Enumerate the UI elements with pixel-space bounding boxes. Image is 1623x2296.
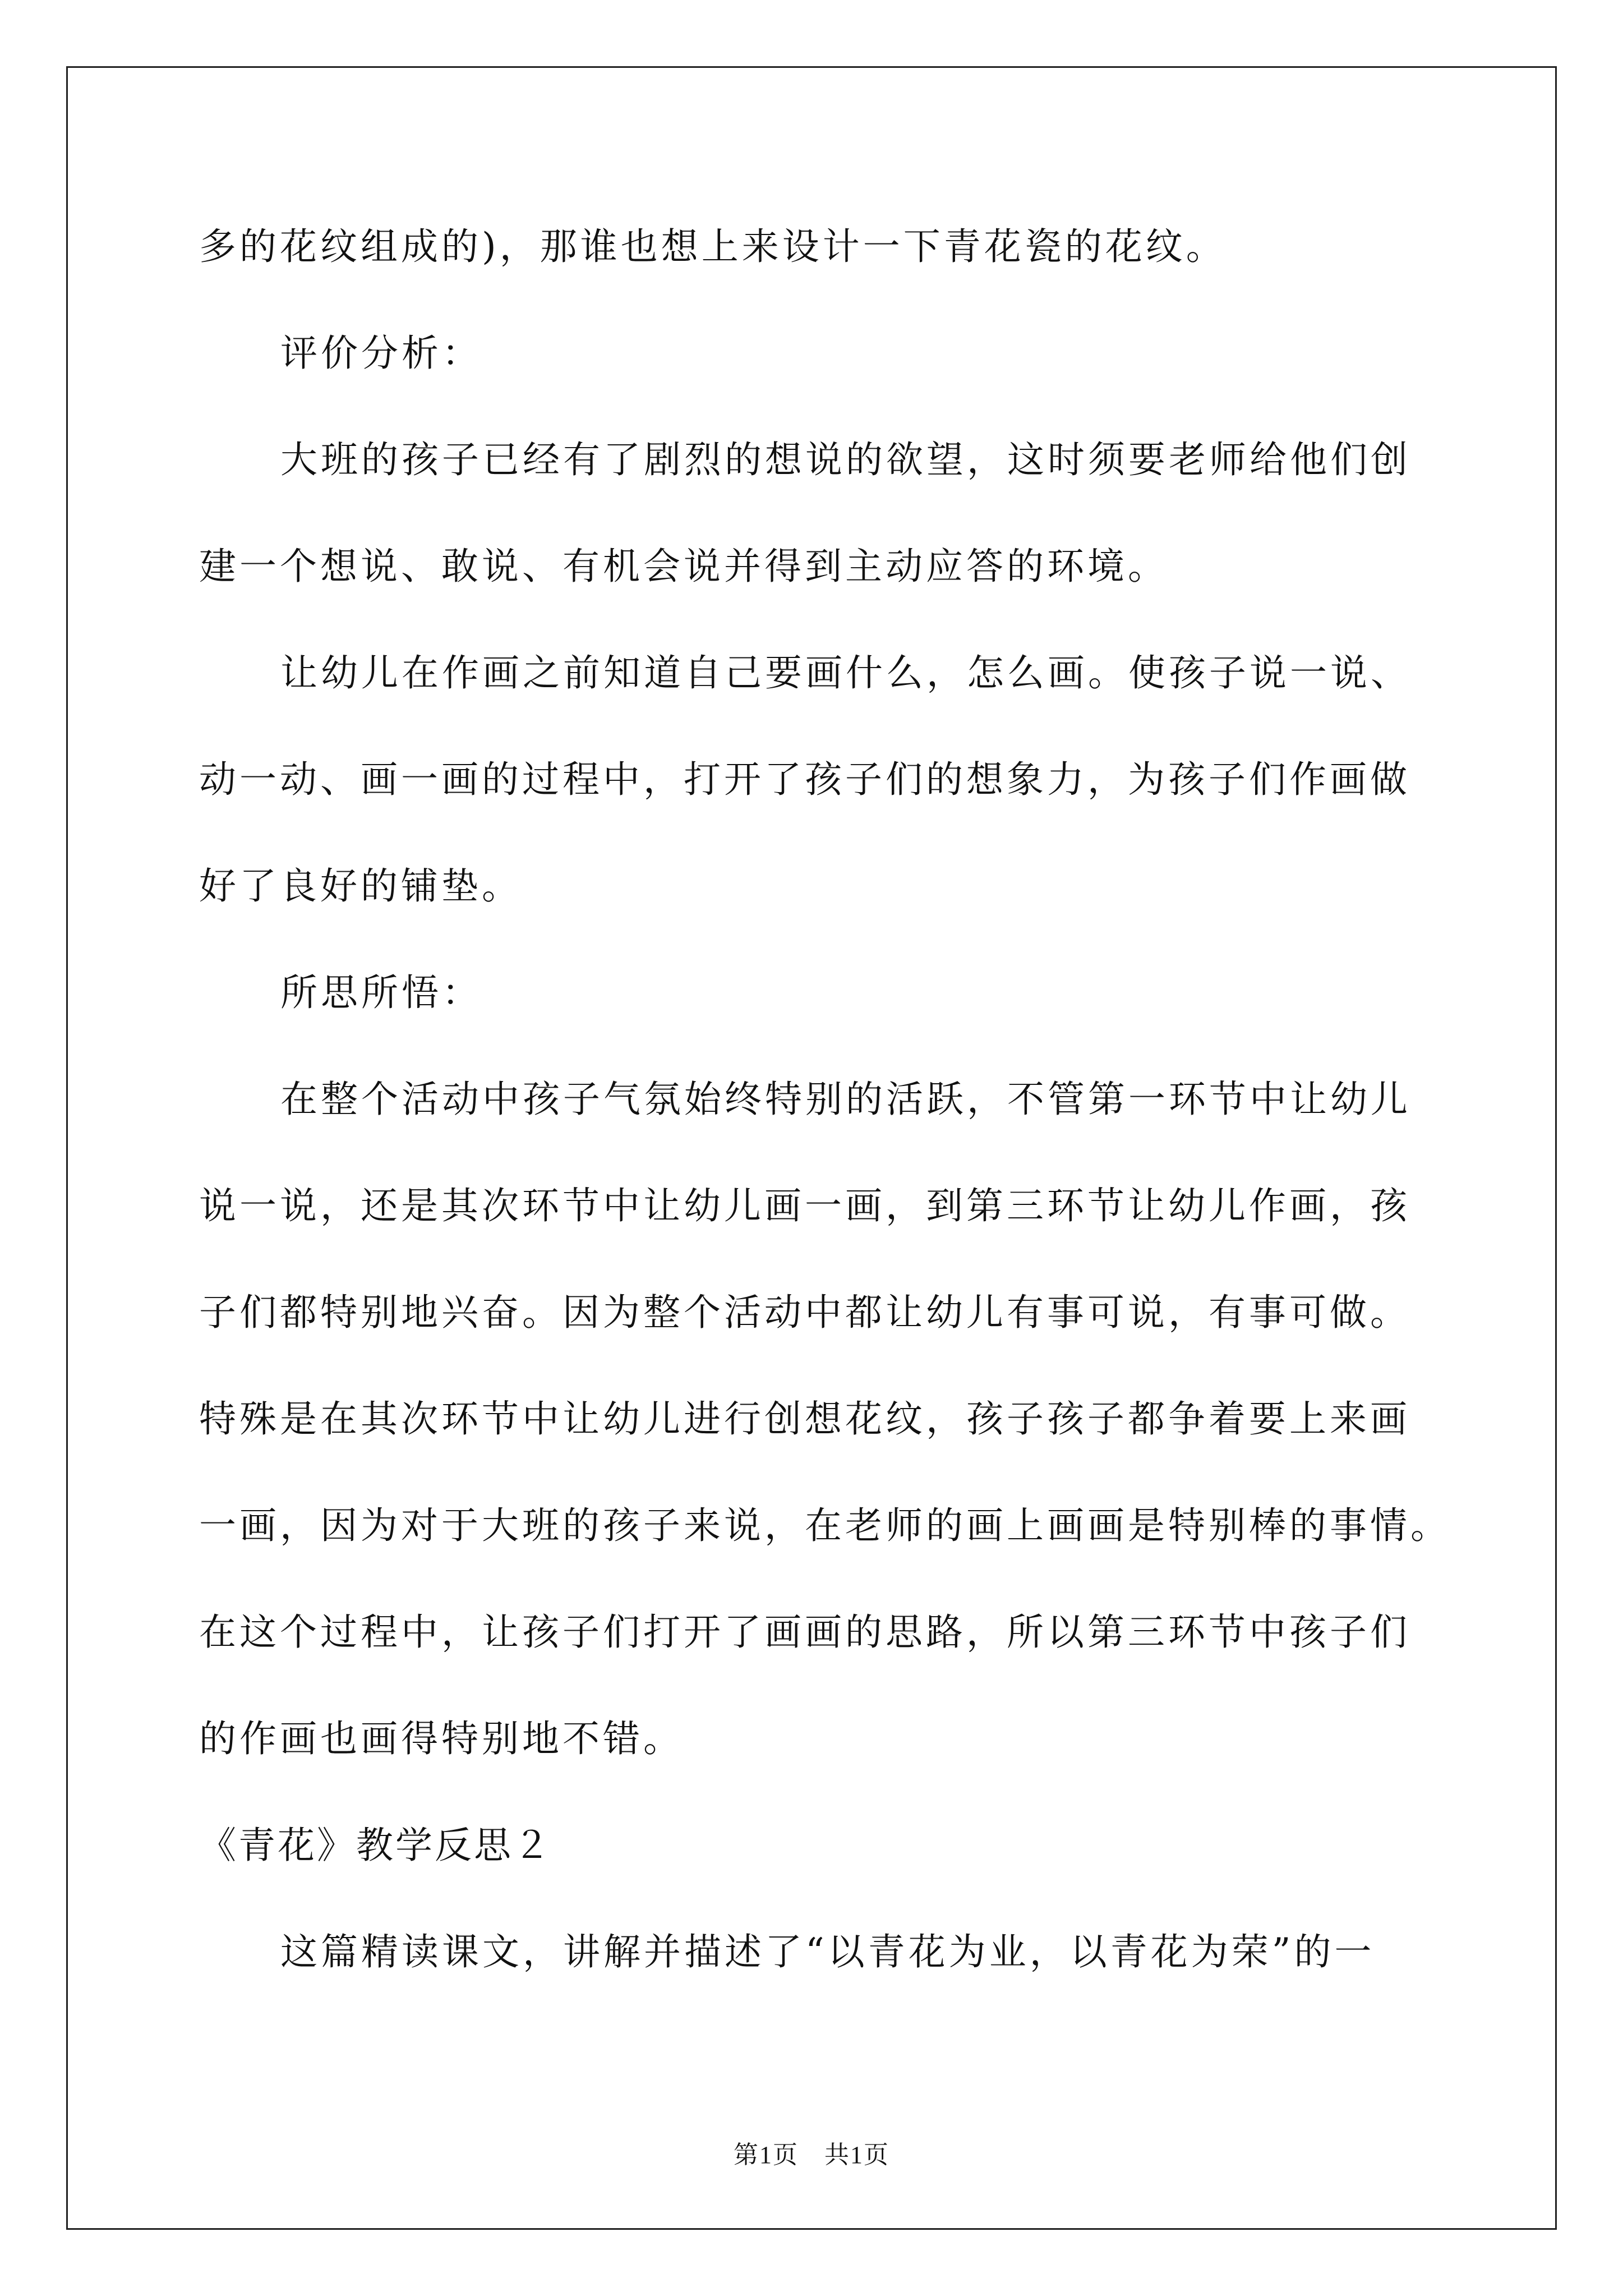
paragraph-line: 在整个活动中孩子气氛始终特别的活跃，不管第一环节中让幼儿: [280, 1078, 1411, 1121]
page-border: [66, 66, 1557, 2230]
paragraph-line: 一画，因为对于大班的孩子来说，在老师的画上画画是特别棒的事情。: [199, 1504, 1451, 1547]
paragraph-line: 这篇精读课文，讲解并描述了“以青花为业，以青花为荣”的一: [280, 1930, 1375, 1973]
paragraph-line: 建一个想说、敢说、有机会说并得到主动应答的环境。: [199, 545, 1168, 588]
paragraph-line: 特殊是在其次环节中让幼儿进行创想花纹，孩子孩子都争着要上来画: [199, 1397, 1410, 1441]
paragraph-line: 多的花纹组成的)，那谁也想上来设计一下青花瓷的花纹。: [199, 225, 1227, 268]
paragraph-line: 大班的孩子已经有了剧烈的想说的欲望，这时须要老师给他们创: [280, 438, 1411, 481]
section-heading: 《青花》教学反思２: [199, 1824, 552, 1867]
paragraph-line: 说一说，还是其次环节中让幼儿画一画，到第三环节让幼儿作画，孩: [199, 1184, 1410, 1227]
section-label-evaluation: 评价分析：: [280, 332, 482, 375]
page-number-footer: 第1页 共1页: [734, 2141, 889, 2169]
paragraph-line: 的作画也画得特别地不错。: [199, 1717, 684, 1760]
paragraph-line: 好了良好的铺垫。: [199, 864, 522, 908]
paragraph-line: 子们都特别地兴奋。因为整个活动中都让幼儿有事可说，有事可做。: [199, 1291, 1410, 1334]
section-label-reflection: 所思所悟：: [280, 971, 482, 1014]
paragraph-line: 在这个过程中，让孩子们打开了画画的思路，所以第三环节中孩子们: [199, 1611, 1410, 1654]
paragraph-line: 让幼儿在作画之前知道自己要画什么，怎么画。使孩子说一说、: [280, 651, 1411, 694]
paragraph-line: 动一动、画一画的过程中，打开了孩子们的想象力，为孩子们作画做: [199, 758, 1410, 801]
